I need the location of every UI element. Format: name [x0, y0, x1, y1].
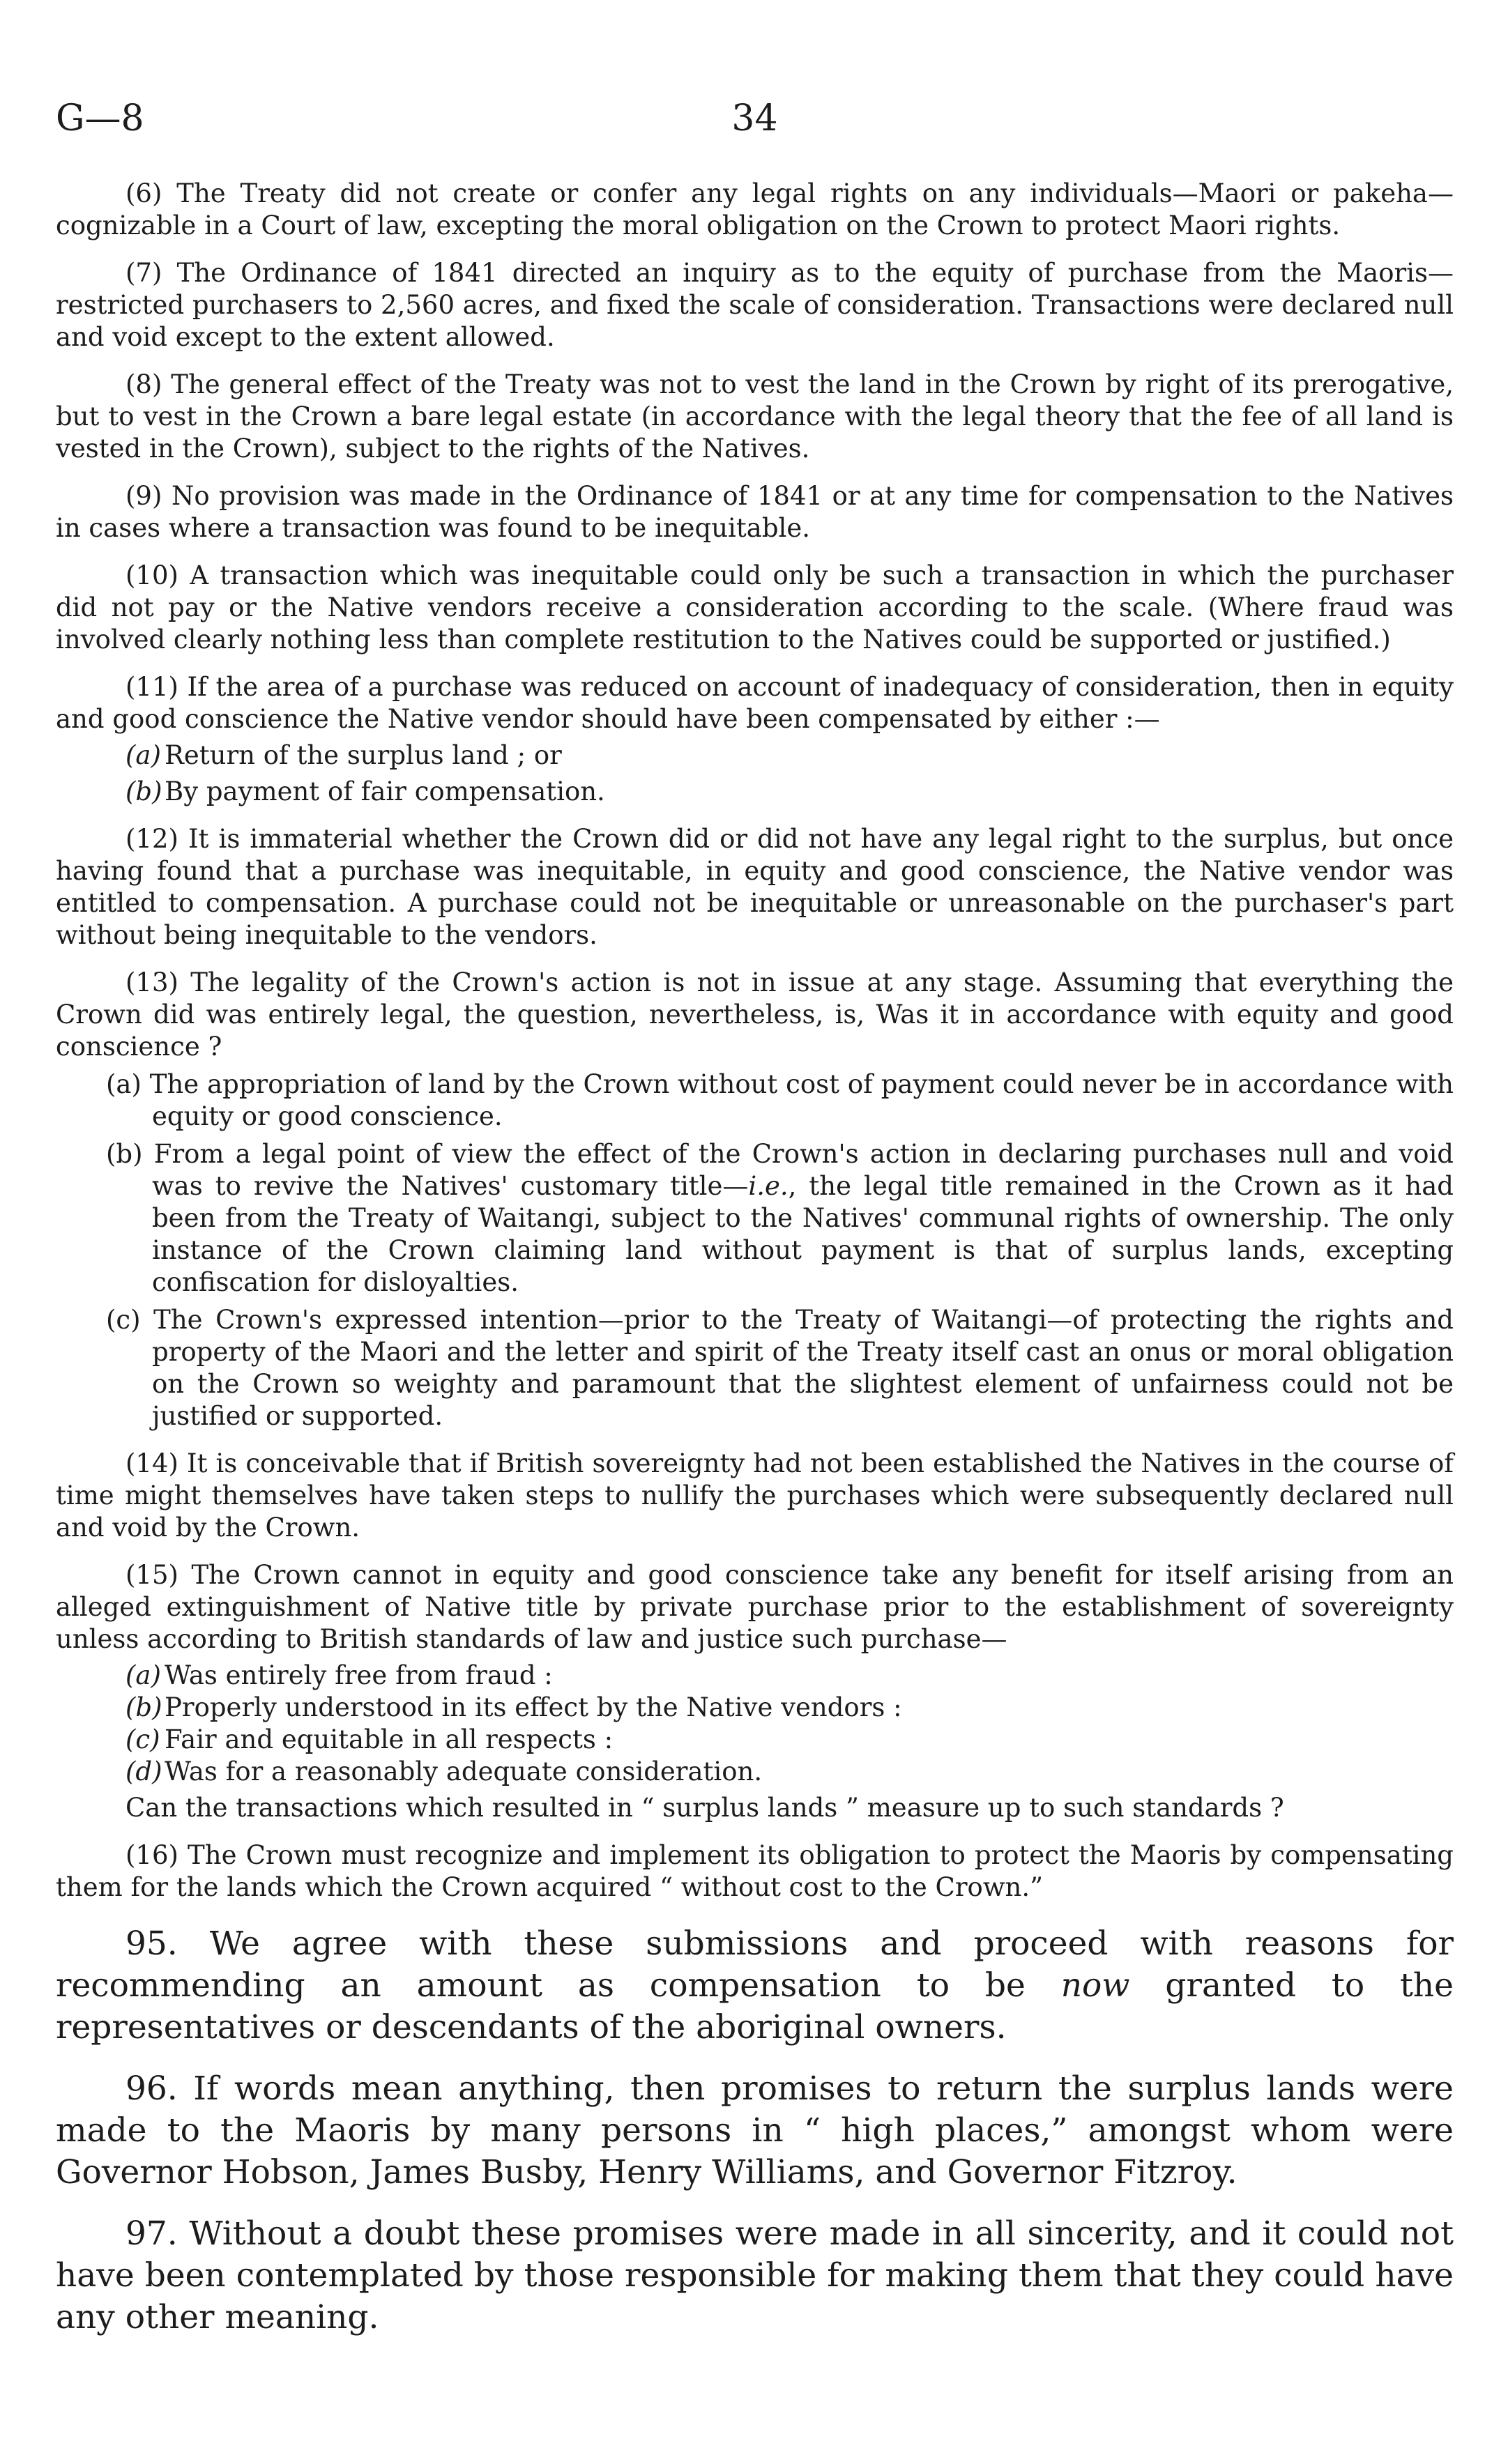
paragraph-96: 96. If words mean anything, then promises to return the surplus lands were made to the Maoris by many persons in “ high places,” amongst whom were Governor Hobson, James Busby, Henry Williams, and Governor Fitzroy.	[56, 2069, 1454, 2191]
paragraph-95	[56, 1923, 1454, 2049]
submission-15-d	[56, 1756, 1454, 1788]
submission-11-a	[56, 740, 1454, 772]
document-reference: G—8	[56, 98, 144, 139]
italic-ie: i.e.	[748, 1171, 789, 1201]
item-label: (b)	[125, 776, 162, 806]
submission-15-b	[56, 1692, 1454, 1724]
submission-12: (12) It is immaterial whether the Crown did or did not have any legal right to the surplus, but once having found that a purchase was inequitable, in equity and good conscience, the Native vendor was entitled to compensation. A purchase could not be inequitable or unreasonable on the purchaser's part without being inequitable to the vendors.	[56, 824, 1454, 950]
text-start: 95. We agree with these submissions and proceed with reasons for recommending an amount as compensation to be	[56, 1924, 1454, 2005]
submission-11: (11) If the area of a purchase was reduced on account of inadequacy of consideration, then in equity and good conscience the Native vendor should have been compensated by either :—	[56, 672, 1454, 734]
document-page	[56, 98, 1454, 2358]
submission-7: (7) The Ordinance of 1841 directed an inquiry as to the equity of purchase from the Maoris—restricted purchasers to 2,560 acres, and fixed the scale of consideration. Transactions were declared null and void except to the extent allowed.	[56, 258, 1454, 352]
page-header	[56, 98, 1454, 146]
submission-15: (15) The Crown cannot in equity and good conscience take any benefit for itself arising from an alleged extinguishment of Native title by private purchase prior to the establishment of sovereignty unless according to British standards of law and justice such purchase—	[56, 1560, 1454, 1654]
item-text: Return of the surplus land ; or	[165, 740, 562, 770]
submission-15-c	[56, 1724, 1454, 1756]
item-text: Properly understood in its effect by the Native vendors :	[165, 1692, 902, 1722]
submissions-list	[56, 178, 1454, 1904]
submission-14: (14) It is conceivable that if British sovereignty had not been established the Natives in the course of time might themselves have taken steps to nullify the purchases which were subsequently declared null and void by the Crown.	[56, 1448, 1454, 1543]
submission-9: (9) No provision was made in the Ordinance of 1841 or at any time for compensation to the Natives in cases where a transaction was found to be inequitable.	[56, 481, 1454, 543]
page-number: 34	[731, 98, 778, 139]
item-text: By payment of fair compensation.	[165, 776, 605, 806]
item-label: (a)	[125, 740, 161, 770]
submission-8: (8) The general effect of the Treaty was not to vest the land in the Crown by right of its prerogative, but to vest in the Crown a bare legal estate (in accordance with the legal theory that the fee of all land is vested in the Crown), subject to the rights of the Natives.	[56, 369, 1454, 464]
submission-15-question: Can the transactions which resulted in “ surplus lands ” measure up to such standards ?	[125, 1793, 1284, 1823]
item-label: (a)	[125, 1660, 161, 1690]
item-text: Fair and equitable in all respects :	[165, 1724, 614, 1754]
item-label: (c)	[125, 1724, 160, 1754]
submission-13-a: (a) The appropriation of land by the Crown without cost of payment could never be in accordance with equity or good conscience.	[106, 1069, 1454, 1131]
text-end: granted to the representatives or descendants of the aboriginal owners.	[56, 1966, 1454, 2046]
italic-now: now	[1060, 1966, 1130, 2005]
submission-15-a	[56, 1660, 1454, 1692]
paragraph-97: 97. Without a doubt these promises were made in all sincerity, and it could not have been contemplated by those responsible for making them that they could have any other meaning.	[56, 2214, 1454, 2336]
item-text: Was for a reasonably adequate consideration.	[165, 1757, 763, 1786]
item-label: (d)	[125, 1757, 162, 1786]
submission-10: (10) A transaction which was inequitable could only be such a transaction in which the purchaser did not pay or the Native vendors receive a consideration according to the scale. (Where fraud was involved clearly nothing less than complete restitution to the Natives could be supported or justified.)	[56, 560, 1454, 655]
text-end: , the legal title remained in the Crown as it had been from the Treaty of Waitangi, subject to the Natives' communal rights of ownership. The only instance of the Crown claiming land without payment is that of surplus lands, excepting confiscation for disloyalties.	[152, 1171, 1454, 1297]
submission-6: (6) The Treaty did not create or confer any legal rights on any individuals—Maori or pakeha—cognizable in a Court of law, excepting the moral obligation on the Crown to protect Maori rights.	[56, 178, 1454, 240]
item-text: Was entirely free from fraud :	[165, 1660, 553, 1690]
submission-13-c: (c) The Crown's expressed intention—prior to the Treaty of Waitangi—of protecting the rights and property of the Maori and the letter and spirit of the Treaty itself cast an onus or moral obligation on the Crown so weighty and paramount that the slightest element of unfairness could not be justified or supported.	[106, 1305, 1454, 1431]
submission-13: (13) The legality of the Crown's action is not in issue at any stage. Assuming that everything the Crown did was entirely legal, the question, nevertheless, is, Was it in accordance with equity and good conscience ?	[56, 967, 1454, 1062]
item-label: (b)	[125, 1692, 162, 1722]
submission-16: (16) The Crown must recognize and implement its obligation to protect the Maoris by compensating them for the lands which the Crown acquired “ without cost to the Crown.”	[56, 1840, 1454, 1902]
submission-13-b	[56, 1138, 1454, 1299]
submission-11-b	[56, 776, 1454, 808]
commission-findings	[56, 1923, 1454, 2339]
text-start: (b) From a legal point of view the effect of the Crown's action in declaring purchases null and void was to revive the Natives' customary title—	[106, 1139, 1454, 1201]
